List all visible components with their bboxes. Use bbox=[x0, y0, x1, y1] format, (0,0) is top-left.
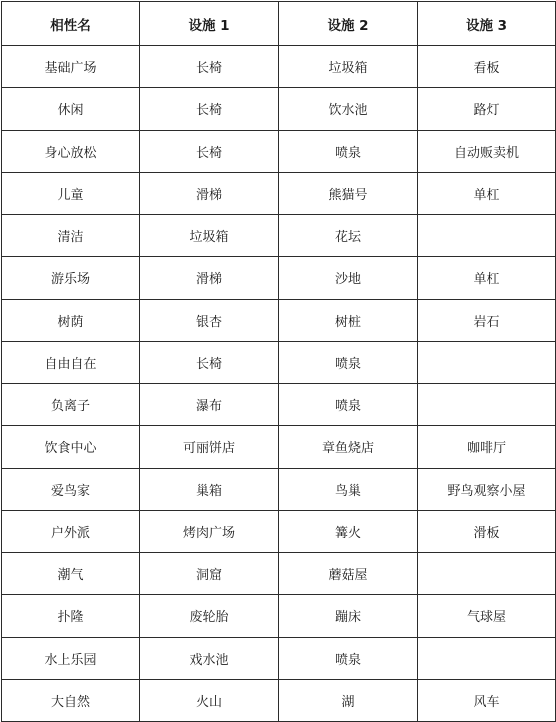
table-row bbox=[2, 595, 556, 637]
table-cell: 游乐场 bbox=[2, 257, 140, 299]
header-cell: 相性名 bbox=[2, 2, 140, 46]
table-cell: 滑梯 bbox=[140, 172, 279, 214]
table-row bbox=[2, 384, 556, 426]
table-cell: 树桩 bbox=[279, 299, 418, 341]
table-row bbox=[2, 46, 556, 88]
table-cell: 岩石 bbox=[418, 299, 556, 341]
table-cell: 喷泉 bbox=[279, 384, 418, 426]
table-cell: 长椅 bbox=[140, 46, 279, 88]
header-cell: 设施 2 bbox=[279, 2, 418, 46]
table-cell: 瀑布 bbox=[140, 384, 279, 426]
table-cell: 爱鸟家 bbox=[2, 468, 140, 510]
table-cell: 滑板 bbox=[418, 510, 556, 552]
table-cell: 火山 bbox=[140, 679, 279, 721]
table-cell: 鸟巢 bbox=[279, 468, 418, 510]
table-cell: 戏水池 bbox=[140, 637, 279, 679]
table-cell: 喷泉 bbox=[279, 341, 418, 383]
table-cell: 树荫 bbox=[2, 299, 140, 341]
table-cell bbox=[418, 384, 556, 426]
table-cell: 章鱼烧店 bbox=[279, 426, 418, 468]
table-cell: 滑梯 bbox=[140, 257, 279, 299]
table-cell: 饮食中心 bbox=[2, 426, 140, 468]
table-row bbox=[2, 215, 556, 257]
table-cell: 长椅 bbox=[140, 341, 279, 383]
table-cell: 负离子 bbox=[2, 384, 140, 426]
table-cell bbox=[418, 215, 556, 257]
table-cell: 自由自在 bbox=[2, 341, 140, 383]
table-row bbox=[2, 637, 556, 679]
table-row bbox=[2, 426, 556, 468]
table-cell: 烤肉广场 bbox=[140, 510, 279, 552]
table-cell: 潮气 bbox=[2, 553, 140, 595]
table-row bbox=[2, 88, 556, 130]
table-cell: 咖啡厅 bbox=[418, 426, 556, 468]
table-cell: 巢箱 bbox=[140, 468, 279, 510]
table-header-row bbox=[2, 2, 556, 46]
header-cell: 设施 1 bbox=[140, 2, 279, 46]
table-cell: 湖 bbox=[279, 679, 418, 721]
table-cell: 花坛 bbox=[279, 215, 418, 257]
table-cell: 野鸟观察小屋 bbox=[418, 468, 556, 510]
table-cell: 蹦床 bbox=[279, 595, 418, 637]
table-body bbox=[2, 46, 556, 722]
table-cell: 喷泉 bbox=[279, 637, 418, 679]
table-row bbox=[2, 510, 556, 552]
table-cell: 基础广场 bbox=[2, 46, 140, 88]
table-row bbox=[2, 257, 556, 299]
table-cell: 路灯 bbox=[418, 88, 556, 130]
table-row bbox=[2, 553, 556, 595]
table-cell: 垃圾箱 bbox=[140, 215, 279, 257]
table-cell: 儿童 bbox=[2, 172, 140, 214]
table-cell: 篝火 bbox=[279, 510, 418, 552]
table-cell: 垃圾箱 bbox=[279, 46, 418, 88]
table-cell: 自动贩卖机 bbox=[418, 130, 556, 172]
table-row bbox=[2, 299, 556, 341]
table-cell: 休闲 bbox=[2, 88, 140, 130]
table-cell bbox=[418, 553, 556, 595]
table-cell: 单杠 bbox=[418, 257, 556, 299]
table-cell: 饮水池 bbox=[279, 88, 418, 130]
table-cell: 清洁 bbox=[2, 215, 140, 257]
table-cell: 可丽饼店 bbox=[140, 426, 279, 468]
facility-combination-table bbox=[1, 1, 556, 722]
table-row bbox=[2, 679, 556, 721]
table-cell: 看板 bbox=[418, 46, 556, 88]
facility-table-container bbox=[1, 1, 555, 721]
table-cell: 身心放松 bbox=[2, 130, 140, 172]
table-cell: 喷泉 bbox=[279, 130, 418, 172]
table-cell: 气球屋 bbox=[418, 595, 556, 637]
header-cell: 设施 3 bbox=[418, 2, 556, 46]
table-cell: 蘑菇屋 bbox=[279, 553, 418, 595]
table-row bbox=[2, 130, 556, 172]
table-cell: 长椅 bbox=[140, 88, 279, 130]
table-cell: 风车 bbox=[418, 679, 556, 721]
table-cell: 银杏 bbox=[140, 299, 279, 341]
table-cell: 沙地 bbox=[279, 257, 418, 299]
table-cell: 户外派 bbox=[2, 510, 140, 552]
table-cell bbox=[418, 341, 556, 383]
table-cell: 单杠 bbox=[418, 172, 556, 214]
table-row bbox=[2, 341, 556, 383]
table-cell: 长椅 bbox=[140, 130, 279, 172]
table-cell bbox=[418, 637, 556, 679]
table-cell: 水上乐园 bbox=[2, 637, 140, 679]
table-cell: 洞窟 bbox=[140, 553, 279, 595]
table-cell: 大自然 bbox=[2, 679, 140, 721]
table-cell: 废轮胎 bbox=[140, 595, 279, 637]
table-row bbox=[2, 172, 556, 214]
table-cell: 扑隆 bbox=[2, 595, 140, 637]
table-row bbox=[2, 468, 556, 510]
table-cell: 熊猫号 bbox=[279, 172, 418, 214]
